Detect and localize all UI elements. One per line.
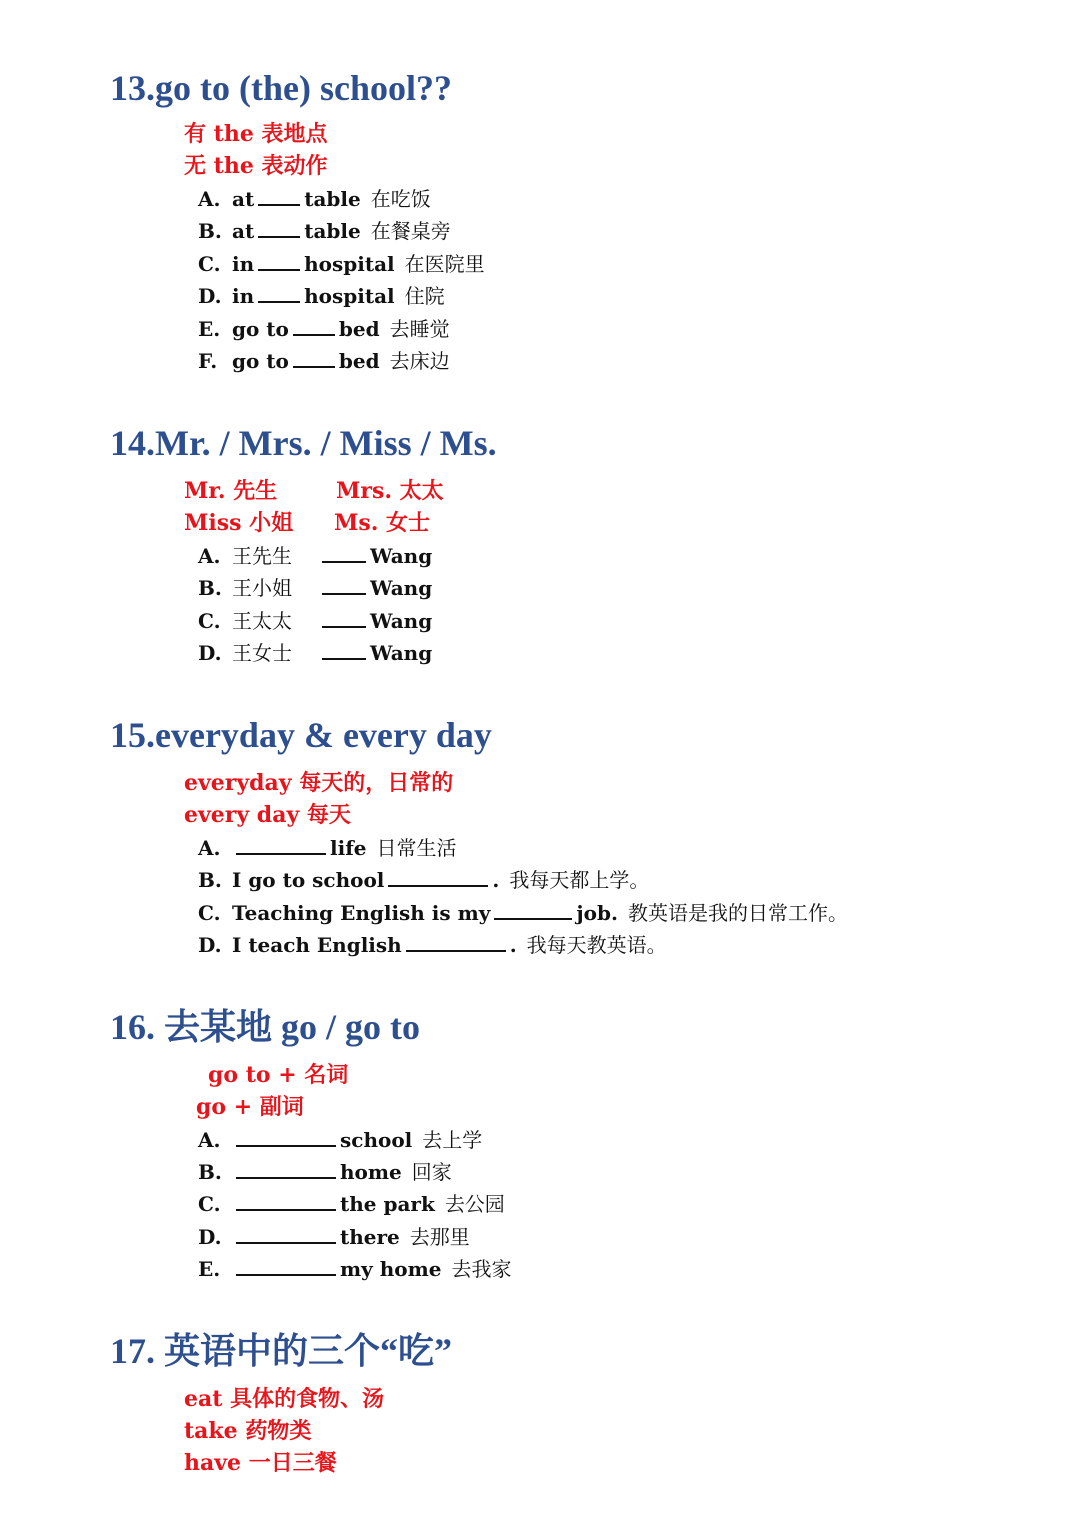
note-take: take 药物类 xyxy=(184,1418,312,1444)
answer-blank xyxy=(293,348,335,368)
exercise-14-a: A. 王先生 Wang xyxy=(198,544,433,568)
exercise-16-a: A. school 去上学 xyxy=(198,1128,483,1152)
section-13-heading: 13.go to (the) school?? xyxy=(110,68,452,108)
answer-blank xyxy=(322,640,366,660)
note-ms: Ms. 女士 xyxy=(334,510,431,536)
exercise-15-a: A. life 日常生活 xyxy=(198,836,457,860)
answer-blank xyxy=(236,1159,336,1179)
answer-blank xyxy=(236,835,326,855)
exercise-13-d: D. in hospital 住院 xyxy=(198,284,445,308)
answer-blank xyxy=(322,575,366,595)
section-15-heading: 15.everyday & every day xyxy=(110,715,492,755)
exercise-15-c: C. Teaching English is my job. 教英语是我的日常工作。 xyxy=(198,901,848,925)
section-16-heading: 16. 去某地 go / go to xyxy=(110,1007,420,1047)
exercise-13-e: E. go to bed 去睡觉 xyxy=(198,317,450,341)
note-mr: Mr. 先生 xyxy=(184,478,278,504)
exercise-14-d: D. 王女士 Wang xyxy=(198,641,433,665)
answer-blank xyxy=(258,251,300,271)
answer-blank xyxy=(388,867,488,887)
exercise-16-b: B. home 回家 xyxy=(198,1160,452,1184)
section-17-heading: 17. 英语中的三个“吃” xyxy=(110,1331,453,1371)
answer-blank xyxy=(406,932,506,952)
note-miss: Miss 小姐 xyxy=(184,510,294,536)
answer-blank xyxy=(236,1191,336,1211)
exercise-13-f: F. go to bed 去床边 xyxy=(198,349,450,373)
note-have: have 一日三餐 xyxy=(184,1450,337,1476)
answer-blank xyxy=(258,186,300,206)
note-eat: eat 具体的食物、汤 xyxy=(184,1386,385,1412)
exercise-13-b: B. at table 在餐桌旁 xyxy=(198,219,451,243)
answer-blank xyxy=(236,1127,336,1147)
note-without-the: 无 the 表动作 xyxy=(184,153,328,179)
note-with-the: 有 the 表地点 xyxy=(184,121,328,147)
exercise-14-c: C. 王太太 Wang xyxy=(198,609,433,633)
exercise-16-c: C. the park 去公园 xyxy=(198,1192,505,1216)
exercise-16-e: E. my home 去我家 xyxy=(198,1257,512,1281)
exercise-14-b: B. 王小姐 Wang xyxy=(198,576,433,600)
exercise-15-d: D. I teach English . 我每天教英语。 xyxy=(198,933,667,957)
answer-blank xyxy=(293,316,335,336)
exercise-13-a: A. at table 在吃饭 xyxy=(198,187,431,211)
section-14-heading: 14.Mr. / Mrs. / Miss / Ms. xyxy=(110,423,497,463)
answer-blank xyxy=(258,218,300,238)
exercise-15-b: B. I go to school . 我每天都上学。 xyxy=(198,868,650,892)
note-mrs: Mrs. 太太 xyxy=(336,478,444,504)
note-every-day: every day 每天 xyxy=(184,802,351,828)
answer-blank xyxy=(322,608,366,628)
answer-blank xyxy=(258,283,300,303)
note-everyday: everyday 每天的，日常的 xyxy=(184,770,454,796)
exercise-16-d: D. there 去那里 xyxy=(198,1225,470,1249)
note-go-adverb: go + 副词 xyxy=(196,1094,304,1120)
answer-blank xyxy=(236,1256,336,1276)
answer-blank xyxy=(322,543,366,563)
note-go-to-noun: go to + 名词 xyxy=(208,1062,349,1088)
answer-blank xyxy=(494,900,572,920)
exercise-13-c: C. in hospital 在医院里 xyxy=(198,252,485,276)
answer-blank xyxy=(236,1224,336,1244)
